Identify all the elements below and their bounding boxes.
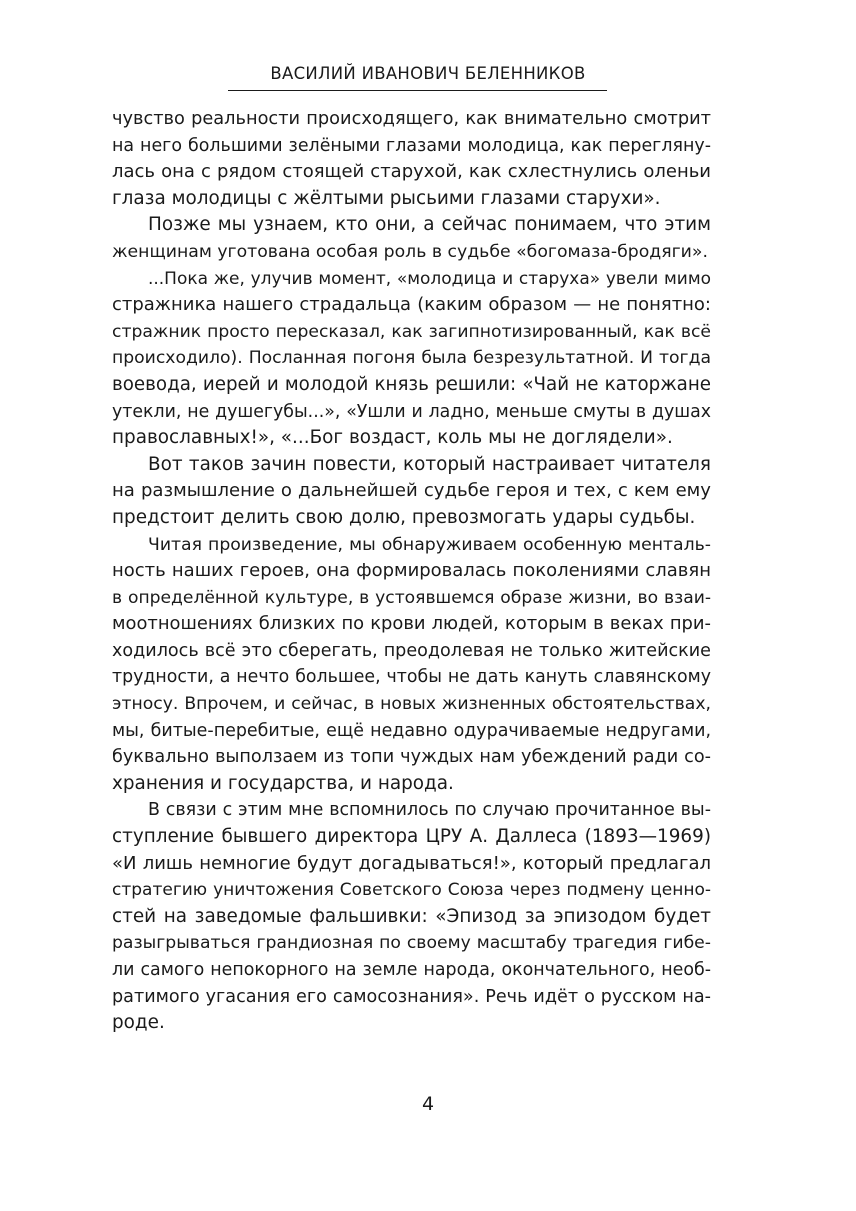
running-head-rule <box>228 90 607 91</box>
text-line: хранения и государства, и народа. <box>112 772 454 794</box>
text-line: ратимого угасания его самосознания». Речь идёт о русском на- <box>112 986 711 1007</box>
text-line: стратегию уничтожения Советского Союза через подмену ценно- <box>112 880 711 901</box>
text-line: глаза молодицы с жёлтыми рысьими глазами старухи». <box>112 187 661 209</box>
text-line: В связи с этим мне вспомнилось по случаю прочитанное вы- <box>148 800 711 821</box>
text-line: происходило). Посланная погоня была безрезультатной. И тогда <box>112 348 711 369</box>
text-line: стей на заведомые фальшивки: «Эпизод за эпизодом будет <box>112 905 711 927</box>
text-line: роде. <box>112 1012 165 1034</box>
text-line: ступление бывшего директора ЦРУ А. Даллеса (1893—1969) <box>112 826 711 848</box>
text-line: стражника нашего страдальца (каким образом — не понятно: <box>112 294 711 316</box>
text-line: чувство реальности происходящего, как внимательно смотрит <box>112 109 711 129</box>
text-line: мы, битые-перебитые, ещё недавно одурачиваемые недругами, <box>112 720 711 741</box>
text-line: ли самого непокорного на земле народа, окончательного, необ- <box>112 960 711 980</box>
text-line: трудности, а нечто большее, чтобы не дать кануть славянскому <box>112 667 711 688</box>
text-line: женщинам уготована особая роль в судьбе «богомаза-бродяги». <box>112 241 708 262</box>
body-text <box>112 106 711 1037</box>
text-line: Позже мы узнаем, кто они, а сейчас понимаем, что этим <box>148 214 711 236</box>
text-line: ходилось всё это сберегать, преодолевая не только житейские <box>112 640 711 661</box>
text-line: Вот таков зачин повести, который настраивает читателя <box>148 453 711 475</box>
text-line: моотношениях близких по крови людей, которым в веках при- <box>112 613 711 635</box>
text-line: «И лишь немногие будут догадываться!», который предлагал <box>112 852 711 874</box>
text-line: лась она с рядом стоящей старухой, как схлестнулись оленьи <box>112 161 711 183</box>
text-line: этносу. Впрочем, и сейчас, в новых жизненных обстоятельствах, <box>112 694 711 715</box>
text-line: буквально выползаем из топи чуждых нам убеждений ради со- <box>112 747 711 768</box>
text-line: в определённой культуре, в устоявшемся образе жизни, во взаи- <box>112 587 711 608</box>
text-line: утекли, не душегубы...», «Ушли и ладно, меньше смуты в душах <box>112 401 711 422</box>
page-number: 4 <box>421 1093 435 1115</box>
text-line: стражник просто пересказал, как загипнотизированный, как всё <box>112 321 711 342</box>
text-line: на него большими зелёными глазами молодица, как перегляну- <box>112 135 711 156</box>
text-line: православных!», «...Бог воздаст, коль мы не доглядели». <box>112 427 673 449</box>
text-line: на размышление о дальнейшей судьбе героя и тех, с кем ему <box>112 480 711 502</box>
text-line: предстоит делить свою долю, превозмогать удары судьбы. <box>112 506 696 528</box>
text-line: разыгрываться грандиозная по своему масштабу трагедия гибе- <box>112 933 711 954</box>
text-line: Читая произведение, мы обнаруживаем особенную менталь- <box>148 534 711 555</box>
text-line: ность наших героев, она формировалась поколениями славян <box>112 560 711 582</box>
text-line: ...Пока же, улучив момент, «молодица и старуха» увели мимо <box>148 268 711 289</box>
running-head: ВАСИЛИЙ ИВАНОВИЧ БЕЛЕННИКОВ <box>270 64 586 83</box>
text-line: воевода, иерей и молодой князь решили: «Чай не каторжане <box>112 373 711 395</box>
